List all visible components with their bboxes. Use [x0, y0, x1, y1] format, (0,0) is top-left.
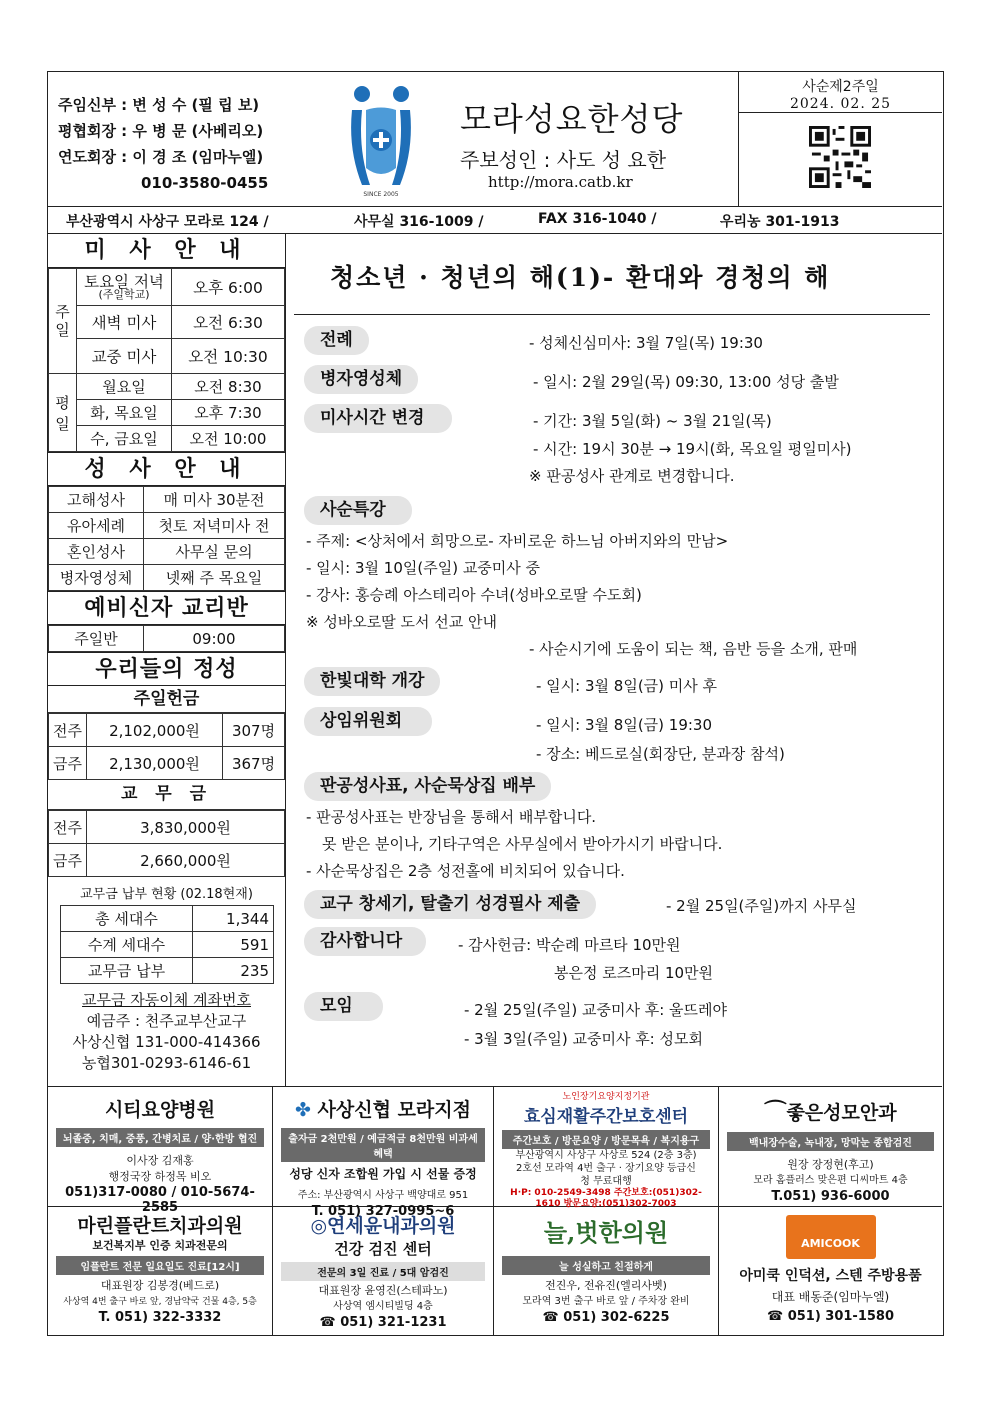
ad-line: 전진우, 전유진(엘리사벳) [545, 1279, 667, 1292]
ad-line: 대표원장 윤영진(스테파노) [318, 1284, 448, 1297]
ad-top-note: 노인장기요양지정기관 [562, 1092, 650, 1102]
mass-name: 월요일 [77, 374, 172, 400]
ad-band: 출자금 2천만원 / 예금적금 8천만원 비과세 혜택 [281, 1128, 485, 1162]
notice-line: - 2월 25일(주일)까지 사무실 [666, 897, 857, 915]
ad-line: 2호선 모라역 4번 출구 · 장기요양 등급신청 무료대행 [516, 1163, 696, 1187]
notice-line: - 감사헌금: 박순례 마르타 10만원 [458, 936, 681, 954]
mass-name: 토요일 저녁 (주일학교) [77, 269, 172, 306]
sacrament-name: 고해성사 [49, 487, 144, 513]
mass-table [48, 268, 285, 452]
ad-line: 사상역 4번 출구 바로 앞, 경남약국 건물 4층, 5층 [63, 1297, 257, 1307]
ad-phone: T.051) 936-6000 [771, 1189, 890, 1204]
notice-line: - 기간: 3월 5일(화) ~ 3월 21일(목) [533, 412, 772, 430]
ad-line: 모라 홈플러스 맞은편 디씨마트 4층 [753, 1175, 908, 1186]
ad-amicook[interactable] [719, 1207, 942, 1336]
fax-number: FAX 316-1040 / [538, 211, 657, 227]
ad-line: 원장 장정현(후고) [787, 1158, 874, 1171]
mass-time: 오전 10:00 [172, 426, 285, 452]
mass-name: 교중 미사 [77, 339, 172, 374]
sacrament-title: 성 사 안 내 [48, 452, 285, 486]
offering-label: 전주 [49, 714, 87, 747]
ad-eye-clinic[interactable] [719, 1087, 942, 1207]
catechumen-class: 주일반 [49, 626, 144, 652]
offering-amount: 2,102,000원 [87, 714, 223, 747]
offering-count: 307명 [223, 714, 285, 747]
sacrament-name: 병자영성체 [49, 565, 144, 591]
account-holder: 예금주 : 천주교부산교구 [86, 1012, 247, 1030]
sunday-offering-title: 주일헌금 [48, 686, 285, 713]
status-value: 235 [193, 958, 274, 984]
ad-phone: H·P: 010-2549-3498 주간보호:(051)302-1610 방문요양:(051)302-7003 [510, 1188, 702, 1209]
ad-band: 늘 성실하고 친절하게 [502, 1256, 710, 1275]
account-number-1: 사상신협 131-000-414366 [72, 1033, 261, 1051]
address: 부산광역시 사상구 모라로 124 / [66, 214, 269, 230]
catechumen-table [48, 625, 285, 652]
notice-label: 판공성사표, 사순묵상집 배부 [304, 772, 551, 801]
parish-name: 모라성요한성당 [460, 100, 684, 138]
notice-line: - 3월 3일(주일) 교중미사 후: 성모회 [464, 1030, 703, 1048]
sunday-label: 주일 [49, 269, 77, 374]
notice-line: - 주제: <상처에서 희망으로- 자비로운 하느님 아버지와의 만남> [306, 532, 729, 550]
mass-time: 오후 7:30 [172, 400, 285, 426]
notice-line: - 일시: 3월 8일(금) 19:30 [536, 716, 713, 734]
ad-band: 뇌졸중, 치매, 중풍, 간병치료 / 양·한방 협진 [56, 1128, 264, 1147]
ad-phone: 051)317-0080 / 010-5674-2585 [65, 1185, 255, 1215]
farm-phone: 우리농 301-1913 [720, 214, 840, 230]
mass-time: 오전 8:30 [172, 374, 285, 400]
header [48, 72, 942, 207]
auto-transfer-title: 교무금 자동이체 계좌번호 [82, 991, 251, 1009]
ad-line: 부산광역시 사상구 사상로 524 (2층 3층) [515, 1150, 697, 1161]
dues-amount: 2,660,000원 [87, 844, 285, 877]
ad-city-hospital[interactable] [48, 1087, 273, 1215]
notice-line: - 일시: 3월 10일(주일) 교중미사 중 [306, 559, 541, 577]
status-label: 총 세대수 [61, 906, 193, 932]
ad-care-center[interactable] [494, 1087, 719, 1207]
mass-time: 오전 6:30 [172, 306, 285, 339]
ad-band: 주간보호 / 방문요양 / 방문목욕 / 복지용구 [502, 1130, 710, 1149]
office-phone: 사무실 316-1009 / [354, 214, 484, 230]
ad-line: 이사장 김재홍 [126, 1154, 194, 1167]
notice-line: 못 받은 분이나, 기타구역은 사무실에서 받아가시기 바랍니다. [322, 835, 723, 853]
sacrament-value: 첫토 저녁미사 전 [144, 513, 285, 539]
ad-phone: T. 051) 327-0995~6 [311, 1204, 455, 1219]
ad-band: 임플란트 전문 일요일도 진료[12시] [56, 1256, 264, 1275]
notice-line: - 성체신심미사: 3월 7일(목) 19:30 [529, 334, 763, 352]
ad-line: 보건복지부 인증 치과전문의 [92, 1239, 228, 1252]
ad-name: 효심재활주간보호센터 [523, 1107, 689, 1127]
notice-label: 감사합니다 [304, 927, 426, 956]
mass-time: 오후 6:00 [172, 269, 285, 306]
dues-label: 금주 [49, 844, 87, 877]
clinic-logo-icon: ◎ [310, 1215, 328, 1237]
parish-url[interactable]: http://mora.catb.kr [488, 173, 633, 191]
notice-line: - 일시: 2월 29일(목) 09:30, 13:00 성당 출발 [533, 373, 839, 391]
ad-line: 주소: 부산광역시 사상구 백양대로 951 [297, 1190, 469, 1201]
notice-label: 교구 창세기, 탈출기 성경필사 제출 [304, 890, 596, 919]
status-label: 수계 세대수 [61, 932, 193, 958]
dues-amount: 3,830,000원 [87, 811, 285, 844]
sacrament-name: 혼인성사 [49, 539, 144, 565]
ad-internal-medicine[interactable] [273, 1207, 494, 1336]
pastor-line: 주임신부 : 변 성 수 (필 립 보) [58, 96, 260, 114]
patron-saint: 주보성인 : 사도 성 요한 [460, 148, 667, 172]
notice-line: ※ 성바오로딸 도서 선교 안내 [306, 613, 498, 631]
organizer-phone: 010-3580-0455 [141, 174, 269, 192]
notice-label: 미사시간 변경 [304, 404, 452, 433]
credit-union-logo-icon: ✤ [295, 1099, 311, 1121]
notice-line: - 시간: 19시 30분 → 19시(화, 목요일 평일미사) [533, 440, 852, 458]
notice-label: 상임위원회 [304, 707, 432, 736]
notice-line: - 사순묵상집은 2층 성전홀에 비치되어 있습니다. [306, 862, 625, 880]
catechumen-title: 예비신자 교리반 [48, 591, 285, 625]
notice-label: 병자영성체 [304, 365, 418, 394]
ad-dental-clinic[interactable] [48, 1207, 273, 1336]
offering-title: 우리들의 정성 [48, 652, 285, 686]
catechumen-time: 09:00 [144, 626, 285, 652]
ad-name: ✤ 사상신협 모라지점 [295, 1099, 471, 1121]
organizer-line: 연도회장 : 이 경 조 (임마누엘) [58, 148, 264, 166]
notice-line: - 일시: 3월 8일(금) 미사 후 [536, 677, 718, 695]
amicook-logo-icon: AMICOOK [786, 1215, 876, 1259]
notice-label: 모임 [304, 992, 383, 1021]
ad-name: ⌒좋은성모안과 [764, 1100, 897, 1125]
notice-line: - 강사: 홍승례 아스테리아 수녀(성바오로딸 수도회) [306, 586, 642, 604]
ad-name: ◎연세윤내과의원 [310, 1215, 456, 1237]
dues-status-title: 교무금 납부 현황 (02.18현재) [80, 887, 253, 902]
sacrament-value: 사무실 문의 [144, 539, 285, 565]
dues-title: 교 무 금 [48, 780, 285, 810]
bulletin-date: 2024. 02. 25 [789, 96, 892, 112]
notice-label: 한빛대학 개강 [304, 667, 440, 696]
ad-line: 성당 신자 조합원 가입 시 선물 증정 [289, 1167, 477, 1181]
notice-line: - 장소: 베드로실(회장단, 분과장 참석) [536, 745, 785, 763]
notice-line: 봉은정 로즈마리 10만원 [554, 964, 714, 982]
notice-label: 전례 [304, 326, 369, 355]
ad-line: 대표원장 김봉경(베드로) [100, 1279, 220, 1292]
ad-band: 전문의 3일 진료 / 5대 암검진 [281, 1262, 485, 1281]
mass-name: 새벽 미사 [77, 306, 172, 339]
ad-phone: ☎ 051) 302-6225 [542, 1310, 670, 1325]
liturgical-week: 사순제2주일 [802, 79, 879, 95]
ad-phone: ☎ 051) 321-1231 [319, 1315, 447, 1330]
staff-list [58, 92, 268, 196]
ad-name: 시티요양병원 [104, 1099, 216, 1121]
notice-line: - 2월 25일(주일) 교중미사 후: 울뜨레야 [464, 1001, 728, 1019]
weekday-label: 평일 [49, 374, 77, 452]
status-value: 1,344 [193, 906, 274, 932]
logo-caption: SINCE 2005 [363, 191, 399, 198]
ad-subtitle: 건강 검진 센터 [334, 1240, 432, 1258]
mass-name: 화, 목요일 [77, 400, 172, 426]
president-line: 평협회장 : 우 병 문 (사베리오) [58, 122, 264, 140]
ad-name: 마린플란트치과의원 [77, 1215, 243, 1237]
offering-count: 367명 [223, 747, 285, 780]
ad-phone: T. 051) 322-3332 [98, 1310, 222, 1325]
dues-table [48, 810, 285, 877]
notice-line: ※ 판공성사 관계로 변경합니다. [529, 467, 735, 485]
ad-line: 행정국장 하정목 비오 [108, 1170, 212, 1183]
ad-phone: ☎ 051) 301-1580 [766, 1309, 895, 1324]
ad-line: 모라역 3번 출구 바로 앞 / 주차장 완비 [522, 1296, 690, 1307]
ad-name: 늘,벗한의원 [543, 1218, 669, 1247]
ad-oriental-clinic[interactable] [494, 1207, 719, 1336]
bulletin-page [47, 71, 944, 1336]
offering-label: 금주 [49, 747, 87, 780]
dues-status-table [60, 905, 274, 984]
sacrament-value: 매 미사 30분전 [144, 487, 285, 513]
qr-code-icon[interactable] [809, 126, 871, 188]
ads-section [48, 1086, 942, 1335]
ad-band: 백내장수술, 녹내장, 망막눈 종합검진 [727, 1132, 934, 1151]
date-box [738, 72, 942, 207]
parish-logo-icon [346, 80, 416, 200]
eye-logo-icon: ⌒ [764, 1100, 787, 1125]
notice-line: - 판공성사표는 반장님을 통해서 배부합니다. [306, 808, 597, 826]
left-column [48, 234, 286, 1086]
account-number-2: 농협301-0293-6146-61 [81, 1054, 252, 1072]
status-value: 591 [193, 932, 274, 958]
address-bar [48, 207, 942, 234]
ad-line: 대표 배동준(임마누엘) [771, 1290, 890, 1304]
right-column [286, 234, 942, 1086]
sacrament-name: 유아세례 [49, 513, 144, 539]
headline: 청소년 · 청년의 해(1)- 환대와 경청의 해 [330, 263, 831, 292]
notice-label: 사순특강 [304, 496, 412, 525]
offering-amount: 2,130,000원 [87, 747, 223, 780]
dues-label: 전주 [49, 811, 87, 844]
ad-name: 아미쿡 인덕션, 스텐 주방용품 [739, 1268, 922, 1284]
sacrament-value: 넷째 주 목요일 [144, 565, 285, 591]
mass-title: 미 사 안 내 [48, 234, 285, 268]
status-label: 교무금 납부 [61, 958, 193, 984]
ad-credit-union[interactable] [273, 1087, 494, 1219]
ad-line: 사상역 엠시티빌딩 4층 [333, 1301, 433, 1312]
mass-name: 수, 금요일 [77, 426, 172, 452]
mass-time: 오전 10:30 [172, 339, 285, 374]
notice-line: - 사순시기에 도움이 되는 책, 음반 등을 소개, 판매 [529, 640, 858, 658]
sunday-offering-table [48, 713, 285, 780]
sacrament-table [48, 486, 285, 591]
